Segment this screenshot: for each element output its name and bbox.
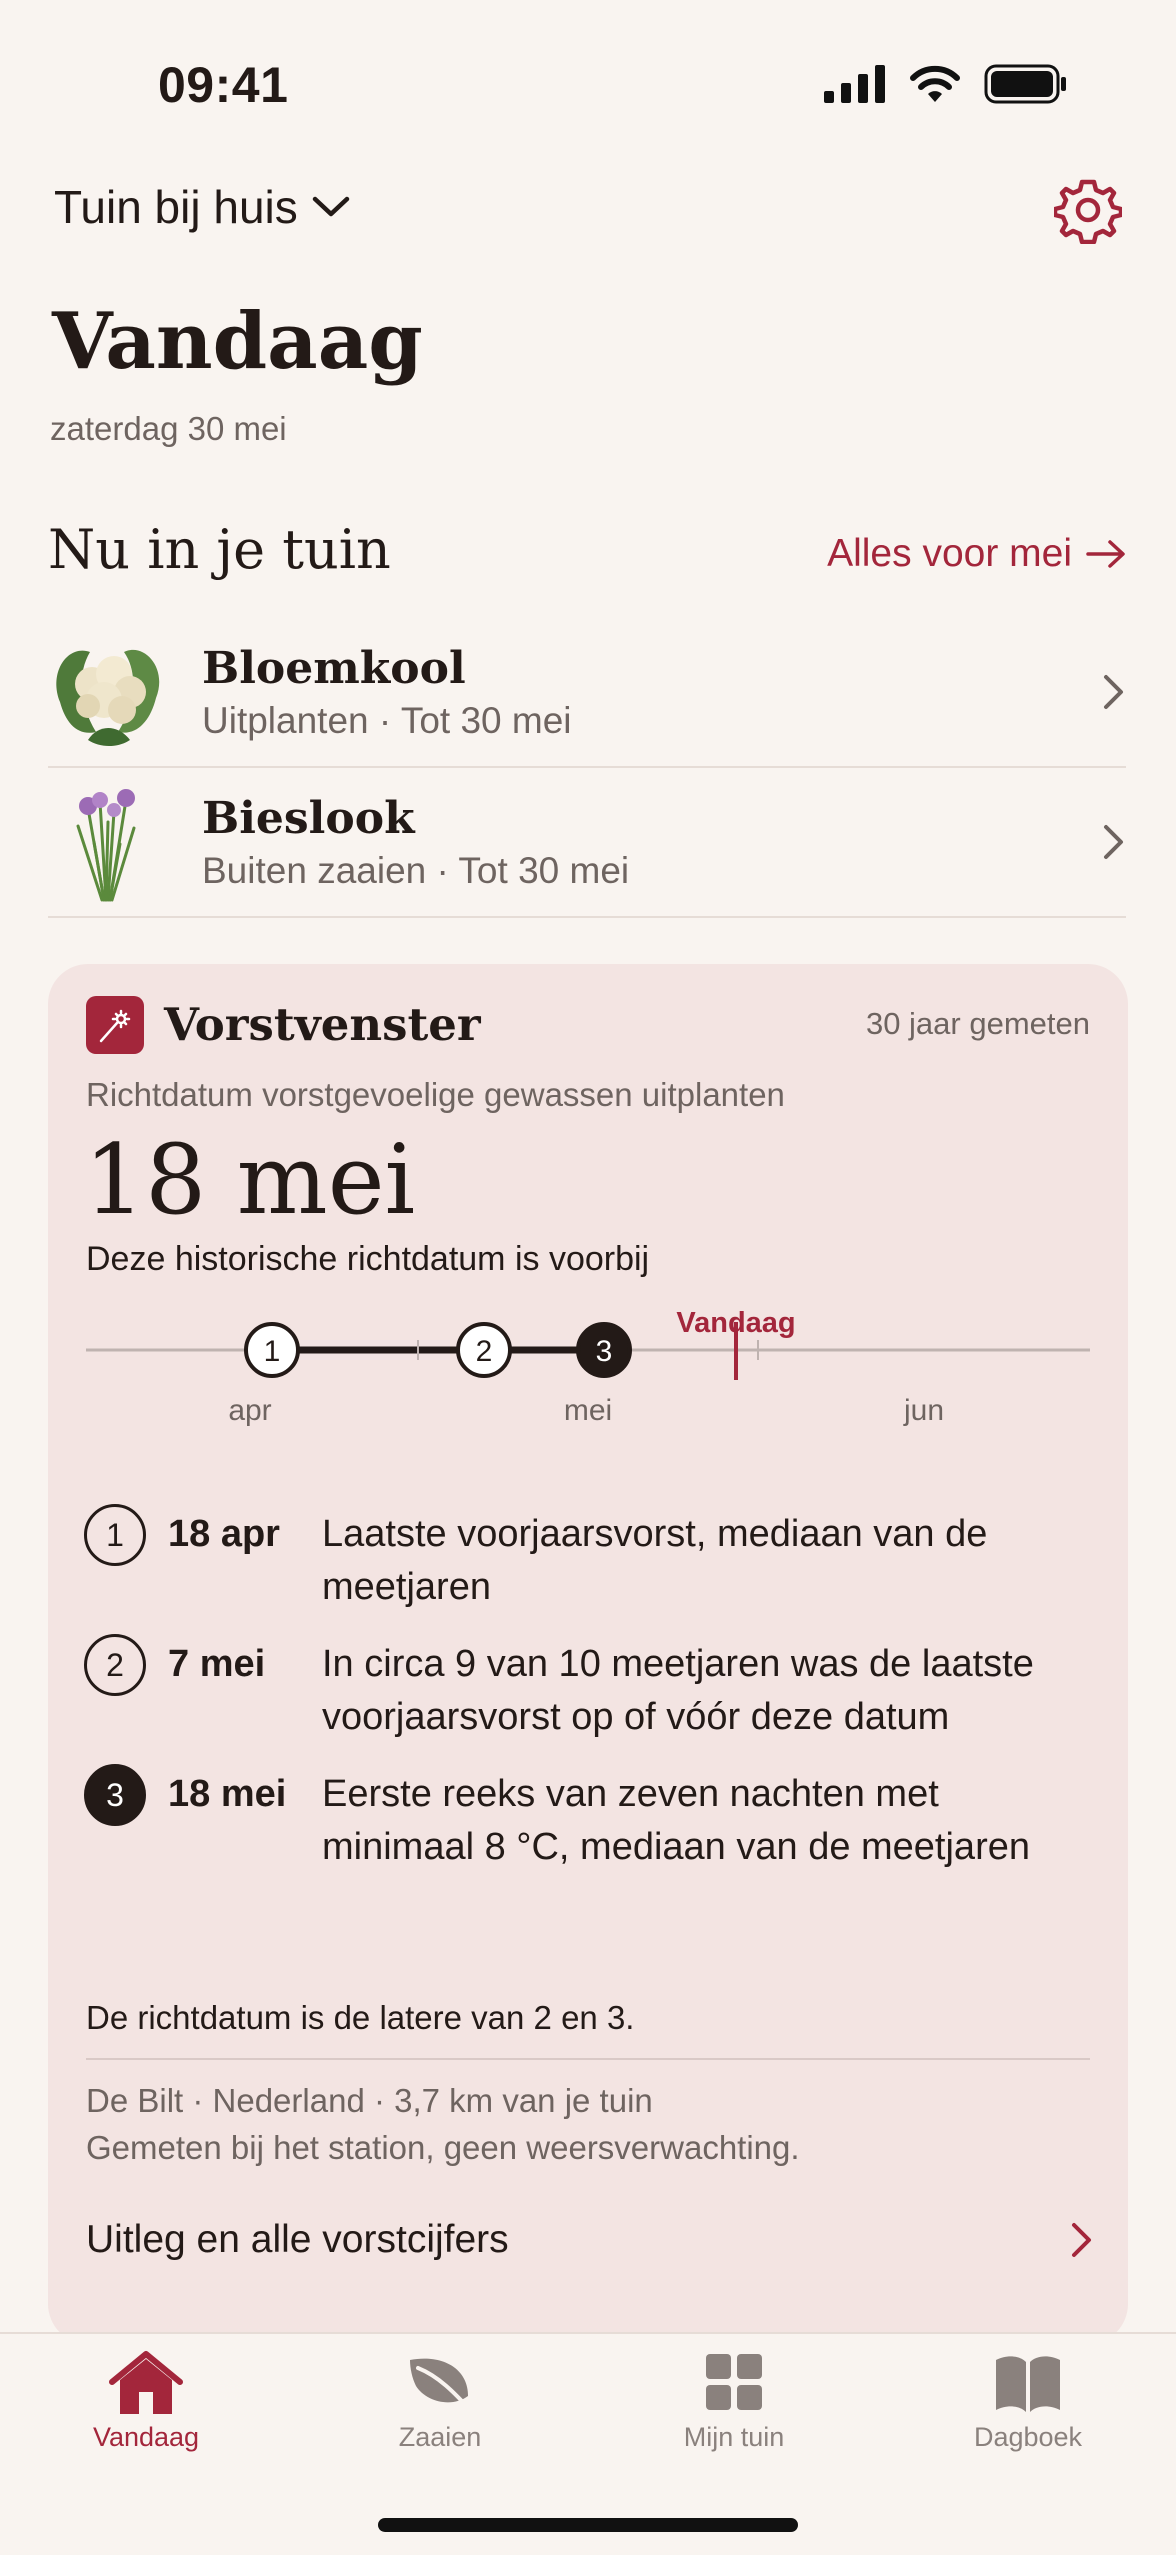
frost-explain-label: Uitleg en alle vorstcijfers: [86, 2218, 509, 2261]
task-title: Bieslook: [202, 792, 415, 844]
wifi-icon: [908, 64, 962, 104]
month-overview-label: Alles voor mei: [827, 532, 1072, 575]
frost-target-date: 18 mei: [84, 1124, 416, 1236]
home-indicator[interactable]: [378, 2518, 798, 2532]
chevron-right-icon: [1102, 673, 1126, 711]
frost-title: Vorstvenster: [164, 998, 481, 1051]
frost-legend: [84, 1504, 1094, 1894]
status-time: 09:41: [158, 57, 289, 113]
frost-meta: 30 jaar gemeten: [865, 1006, 1090, 1041]
frost-past-note: Deze historische richtdatum is voorbij: [86, 1240, 650, 1278]
station-note: Gemeten bij het station, geen weersverwachting.: [86, 2129, 800, 2166]
legend-text: Laatste voorjaarsvorst, mediaan van de meetjaren: [322, 1513, 988, 1608]
svg-text:1: 1: [263, 1335, 281, 1368]
page-title: Vandaag: [52, 296, 423, 387]
frost-explain-link[interactable]: [86, 2190, 1094, 2290]
timeline-marker-1: [246, 1324, 298, 1376]
home-icon: [108, 2350, 184, 2416]
chevron-right-icon: [1070, 2221, 1094, 2259]
legend-item: [84, 1634, 1094, 1744]
timeline-today-label: Vandaag: [676, 1308, 796, 1339]
list-item[interactable]: [48, 768, 1126, 918]
timeline-month-label: mei: [563, 1394, 613, 1427]
chevron-down-icon: [312, 195, 350, 219]
timeline-month-label: jun: [903, 1394, 945, 1427]
cauliflower-icon: [48, 632, 168, 752]
status-icons: [824, 64, 1068, 104]
list-item[interactable]: [48, 618, 1126, 768]
frost-badge: [86, 996, 144, 1054]
task-list: [48, 618, 1126, 918]
tab-label: Dagboek: [973, 2422, 1083, 2452]
month-overview-link[interactable]: [827, 532, 1126, 576]
frost-timeline: [86, 1308, 1090, 1468]
task-title: Bloemkool: [202, 642, 466, 694]
tab-label: Mijn tuin: [683, 2422, 785, 2452]
task-detail: Buiten zaaien · Tot 30 mei: [202, 849, 630, 891]
timeline-month-label: apr: [228, 1394, 272, 1427]
svg-text:3: 3: [595, 1335, 613, 1368]
garden-selector[interactable]: [54, 180, 350, 234]
legend-date: 18 apr: [168, 1513, 280, 1555]
book-icon: [990, 2350, 1066, 2416]
chevron-right-icon: [1102, 823, 1126, 861]
tab-vandaag[interactable]: [46, 2350, 246, 2453]
legend-item: [84, 1504, 1094, 1614]
legend-text: In circa 9 van 10 meetjaren was de laatste voorjaarsvorst op of vóór deze datum: [322, 1643, 1034, 1738]
tab-label: Zaaien: [398, 2422, 482, 2452]
tab-mijn-tuin[interactable]: [634, 2350, 834, 2453]
legend-text: Eerste reeks van zeven nachten met minimaal 8 °C, mediaan van de meetjaren: [322, 1773, 1030, 1868]
flower-icon: [95, 1005, 135, 1045]
divider: [86, 2058, 1090, 2060]
signal-icon: [824, 65, 886, 103]
timeline-marker-2: [458, 1324, 510, 1376]
battery-icon: [984, 64, 1068, 104]
legend-number: 1: [84, 1504, 146, 1566]
grid-icon: [696, 2350, 772, 2416]
section-title: Nu in je tuin: [48, 518, 391, 581]
legend-item: [84, 1764, 1094, 1874]
frost-rule-note: De richtdatum is de latere van 2 en 3.: [86, 1999, 635, 2036]
svg-text:2: 2: [475, 1335, 493, 1368]
legend-date: 7 mei: [168, 1643, 266, 1685]
tab-label: Vandaag: [92, 2422, 200, 2452]
tab-zaaien[interactable]: [340, 2350, 540, 2453]
task-detail: Uitplanten · Tot 30 mei: [202, 699, 572, 741]
page-date: zaterdag 30 mei: [50, 410, 287, 447]
gear-icon[interactable]: [1054, 176, 1122, 244]
leaf-icon: [402, 2350, 478, 2416]
tab-dagboek[interactable]: [928, 2350, 1128, 2453]
legend-date: 18 mei: [168, 1773, 287, 1815]
chives-icon: [48, 782, 168, 902]
frost-window-card: [48, 964, 1128, 2344]
timeline-marker-3: [578, 1324, 630, 1376]
legend-number: 3: [84, 1764, 146, 1826]
frost-label: Richtdatum vorstgevoelige gewassen uitplanten: [86, 1076, 785, 1113]
arrow-right-icon: [1086, 539, 1126, 569]
garden-name: Tuin bij huis: [54, 181, 298, 233]
legend-number: 2: [84, 1634, 146, 1696]
station-info: De Bilt · Nederland · 3,7 km van je tuin: [86, 2082, 653, 2119]
